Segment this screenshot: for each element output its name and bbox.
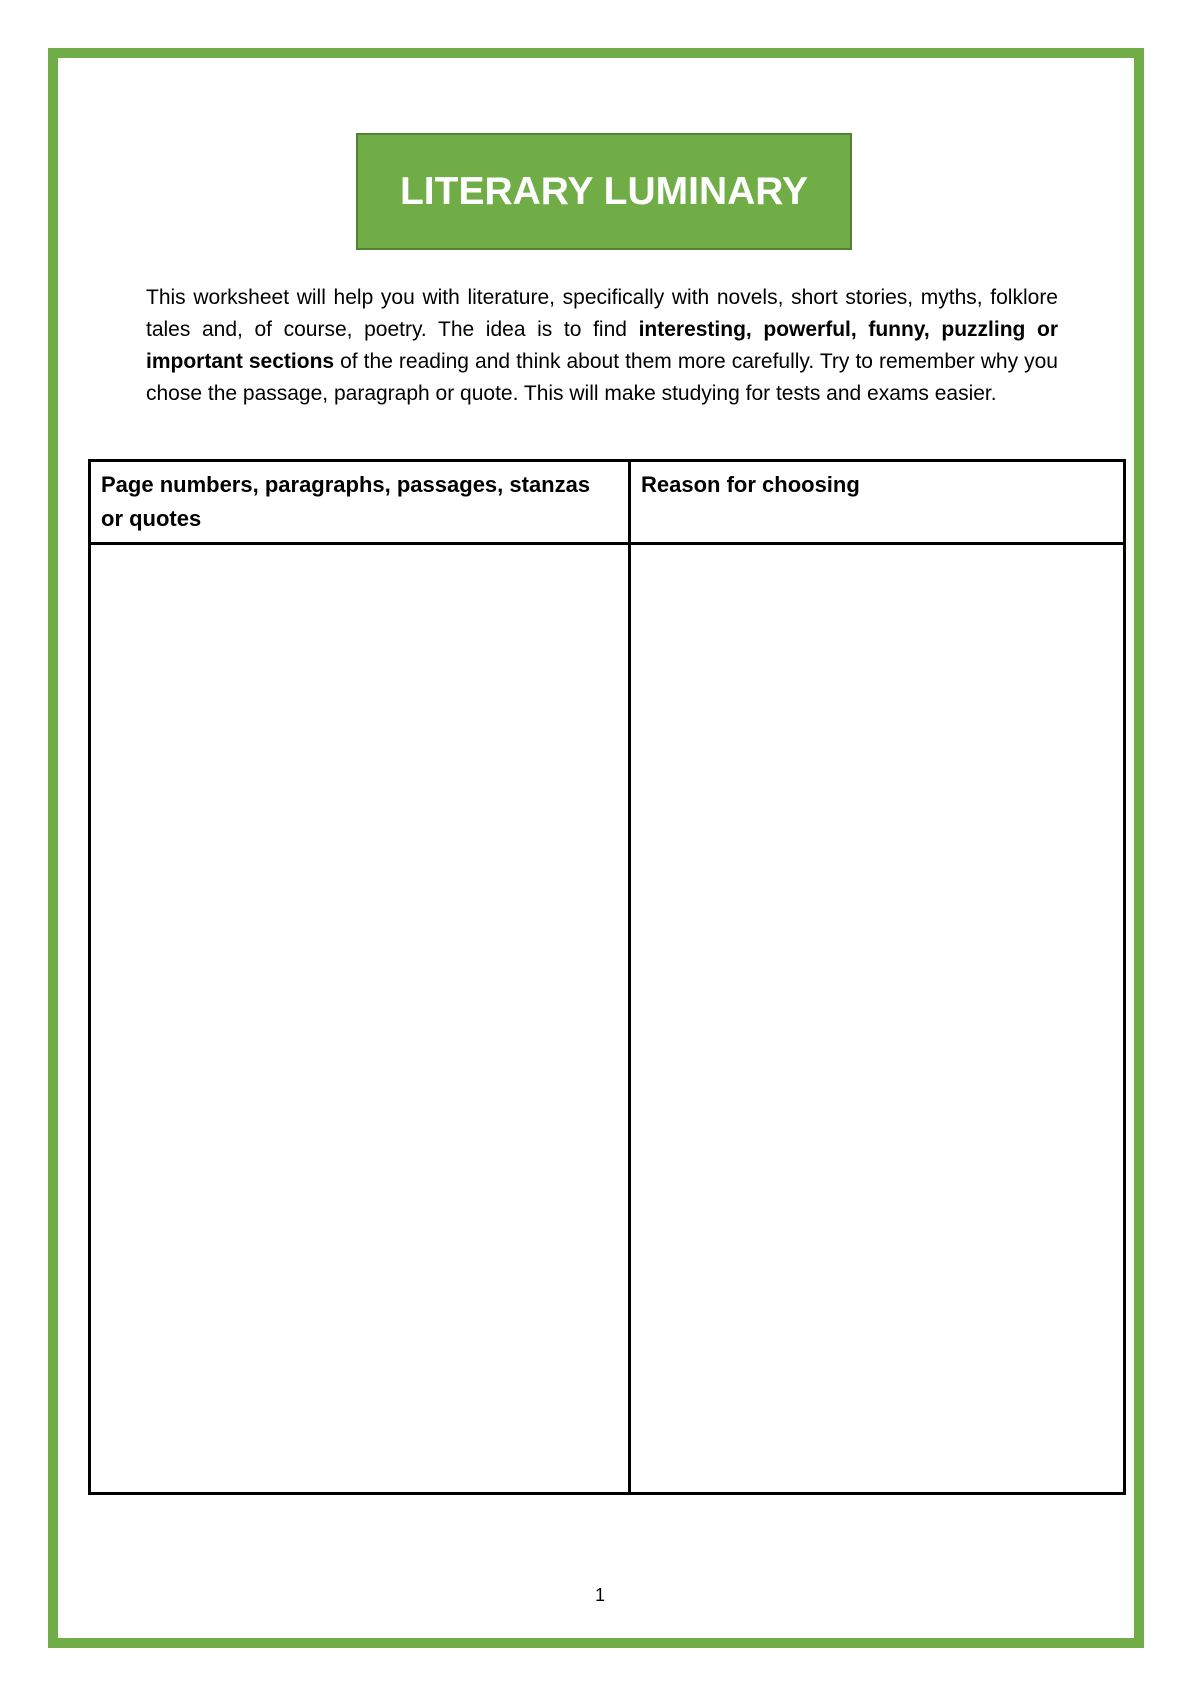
table-row [90,544,1125,1494]
table-header-row [90,461,1125,544]
intro-paragraph [146,282,1058,410]
worksheet-table [88,459,1126,1495]
quotes-entry-cell[interactable] [90,544,630,1494]
page-title: LITERARY LUMINARY [399,169,809,213]
reason-entry-cell[interactable] [630,544,1125,1494]
header-cell-quotes: Page numbers, paragraphs, passages, stanzas or quotes [90,461,630,544]
intro-text-part2: of the reading and think about them more carefully. Try to remember why you chose the passage, paragraph or quote. This will make studying for tests and exams easier. [146,350,1058,405]
intro-emphasis: interesting, powerful, funny, puzzling or important sections [146,318,1058,373]
title-banner [356,133,852,250]
header-cell-reason: Reason for choosing [630,461,1125,544]
intro-text-part1: This worksheet will help you with literature, specifically with novels, short stories, myths, folklore tales and, of course, poetry. The idea is to find [146,286,1058,341]
page-number: 1 [594,1585,605,1605]
